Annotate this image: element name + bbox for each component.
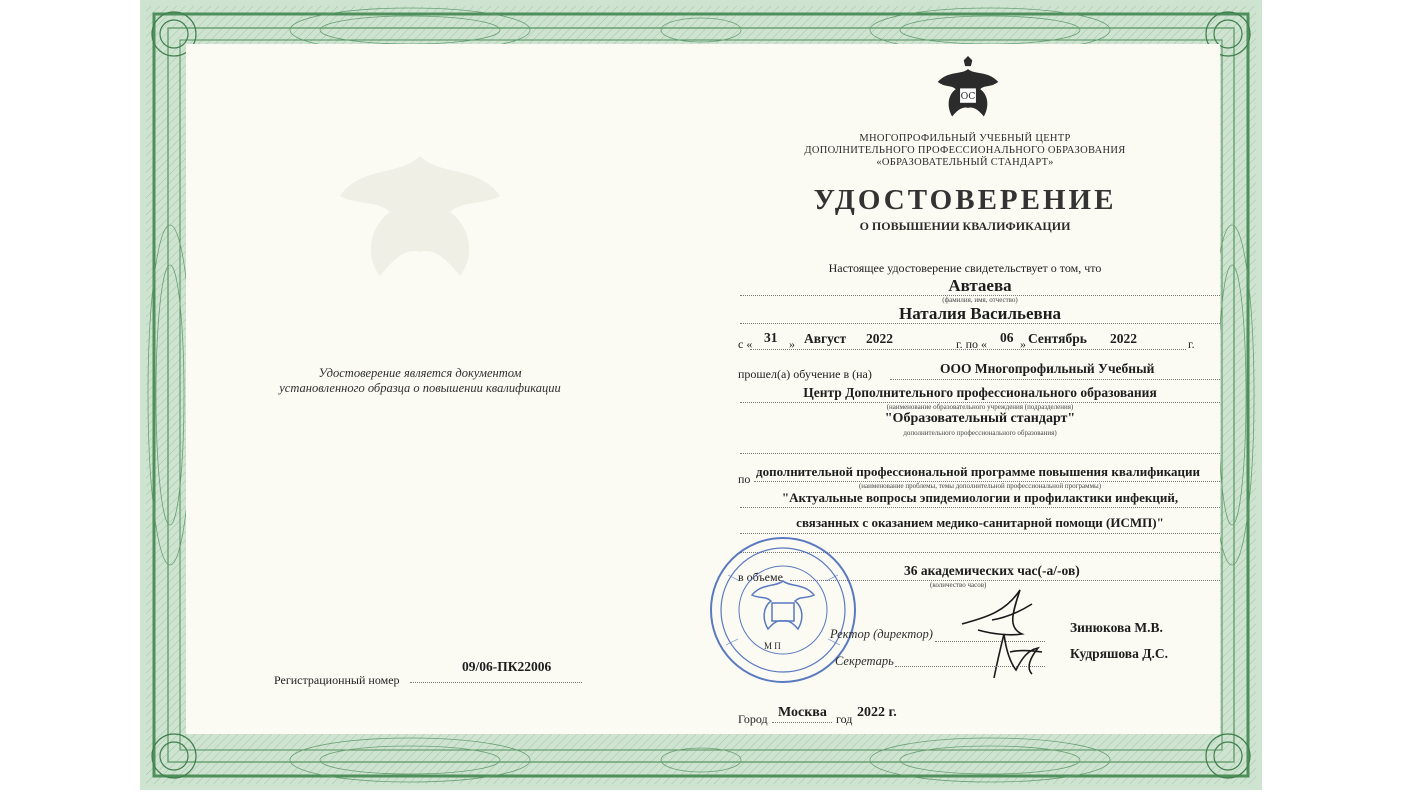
institution-line-3: "Образовательный стандарт" [884, 411, 1076, 426]
date-from-prefix: с « [738, 337, 753, 351]
hours-value: 36 академических час(-а/-ов) [904, 563, 1080, 578]
secretary-sign-line [895, 666, 1045, 667]
secretary-name: Кудряшова Д.С. [1070, 646, 1169, 661]
institution-hint-2: дополнительного профессионального образования) [903, 429, 1057, 437]
given-names: Наталия Васильевна [899, 304, 1061, 323]
note-line-2: установленного образца о повышении квалификации [279, 381, 561, 395]
dates-line [750, 349, 1186, 350]
eagle-emblem-icon [930, 56, 1006, 128]
volume-label: в объеме [738, 570, 783, 584]
city-label: Город [738, 712, 768, 726]
date-to-year: 2022 [1110, 331, 1137, 346]
city-value: Москва [778, 705, 827, 720]
program-line-3-rule [740, 533, 1220, 534]
institution-line-2: Центр Дополнительного профессионального образования [803, 385, 1157, 400]
institution-line-1: ООО Многопрофильный Учебный [940, 361, 1155, 376]
date-to-prefix: г. по « [956, 337, 987, 351]
org-line-3: «ОБРАЗОВАТЕЛЬНЫЙ СТАНДАРТ» [876, 157, 1054, 168]
org-line-1: МНОГОПРОФИЛЬНЫЙ УЧЕБНЫЙ ЦЕНТР [859, 133, 1071, 144]
program-line-3: связанных с оказанием медико-санитарной помощи (ИСМП)" [796, 515, 1164, 530]
program-line-2-rule [740, 507, 1220, 508]
hours-hint: (количество часов) [930, 581, 987, 589]
date-from-year: 2022 [866, 331, 893, 346]
blank-line [740, 453, 1220, 454]
city-rule [772, 722, 832, 723]
date-to-month: Сентябрь [1028, 331, 1087, 346]
rector-name: Зинюкова М.В. [1070, 620, 1163, 635]
reg-number-value: 09/06-ПК22006 [462, 659, 552, 674]
secretary-signature-icon [980, 628, 1052, 686]
program-line-2: "Актуальные вопросы эпидемиологии и профилактики инфекций, [781, 490, 1179, 505]
trained-label: прошел(а) обучение в (на) [738, 367, 872, 381]
org-line-2: ДОПОЛНИТЕЛЬНОГО ПРОФЕССИОНАЛЬНОГО ОБРАЗОВАНИЯ [804, 145, 1126, 156]
by-label: по [738, 472, 751, 486]
fio-hint: (фамилия, имя, отчество) [942, 296, 1018, 304]
date-from-month: Август [804, 331, 847, 346]
date-from-close: » [789, 337, 795, 351]
watermark-emblem-icon [320, 116, 520, 316]
svg-text:ОС: ОС [960, 91, 976, 103]
note-line-1: Удостоверение является документом [318, 366, 522, 380]
date-end: г. [1188, 337, 1195, 351]
certificate-title: УДОСТОВЕРЕНИЕ [813, 184, 1117, 216]
date-to-day: 06 [1000, 330, 1014, 345]
surname: Автаева [948, 276, 1012, 295]
program-hint: (наименование проблемы, темы дополнительной профессиональной программы) [858, 482, 1102, 490]
program-line-1: дополнительной профессиональной программе повышения квалификации [756, 464, 1200, 479]
year-value: 2022 г. [857, 705, 897, 720]
certificate-subtitle: О ПОВЫШЕНИИ КВАЛИФИКАЦИИ [859, 219, 1071, 233]
reg-number-line [410, 682, 582, 683]
reg-number-label: Регистрационный номер [274, 673, 400, 687]
intro-text: Настоящее удостоверение свидетельствует о том, что [828, 261, 1102, 275]
stamp-mark: М П [764, 641, 781, 651]
given-names-line [740, 323, 1220, 324]
secretary-label: Секретарь [835, 654, 894, 668]
institution-line-1-rule [890, 379, 1220, 380]
rector-label: Ректор (директор) [830, 627, 933, 641]
institution-hint: (наименование образовательного учреждения (подразделения) [886, 403, 1074, 411]
date-to-close: » [1020, 337, 1026, 351]
date-from-day: 31 [764, 330, 778, 345]
year-label: год [836, 712, 853, 726]
